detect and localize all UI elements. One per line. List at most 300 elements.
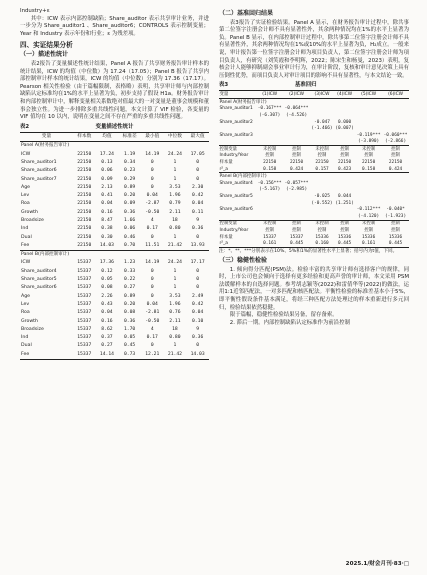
table-row: [20, 167, 209, 175]
table-cell: [355, 193, 382, 200]
table-cell: 21.42: [167, 242, 182, 248]
table-cell: 控制: [265, 228, 275, 234]
table-cell: 22150: [77, 176, 92, 182]
table-cell: [256, 139, 283, 146]
table-cell: 2.11: [169, 318, 181, 324]
table-cell: Share_auditor5: [21, 277, 57, 283]
table-cell: 0: [196, 285, 200, 291]
table-cell: 0.43: [101, 301, 113, 307]
table-cell: 0.04: [146, 193, 158, 199]
table-cell: 17.24: [99, 151, 115, 157]
table-cell: 11.51: [145, 242, 160, 248]
table-cell: (-4.120): [358, 213, 380, 219]
table-cell: 18: [172, 217, 178, 223]
table-cell: Age: [21, 184, 31, 190]
table-cell: Roa: [21, 201, 30, 207]
table-cell: 9: [196, 217, 200, 223]
table-cell: 0.45: [123, 343, 136, 349]
table-row: [219, 166, 409, 173]
table-cell: 14.19: [145, 151, 160, 157]
table-cell: (5)ICW: [355, 91, 382, 99]
table-cell: [310, 187, 334, 194]
table-row: [219, 106, 409, 113]
table-cell: [355, 125, 382, 132]
table-cell: 控制: [340, 153, 349, 159]
table-cell: (-2.985): [285, 187, 308, 193]
table-cell: 9: [196, 326, 200, 332]
table-row: [219, 206, 409, 213]
table-cell: Share_auditor5: [219, 194, 253, 200]
table-cell: Dual: [21, 234, 32, 240]
table-cell: (-1.466): [311, 126, 333, 132]
table-cell: 0.161: [256, 240, 283, 247]
table-cell: 样本量: [219, 234, 233, 240]
table-cell: 样本量: [219, 160, 233, 166]
table-cell: 1.96: [169, 301, 181, 307]
table-row: [219, 112, 409, 119]
table-cell: 1: [173, 176, 177, 182]
table-cell: (6)ICW: [382, 91, 409, 99]
table-cell: -0.112***: [356, 207, 381, 213]
table-cell: Roa: [21, 310, 30, 316]
table-cell: 控制: [265, 153, 275, 159]
table-cell: 22150: [77, 242, 92, 248]
panel-label: Panel A(财务报告审计): [21, 143, 70, 149]
table-cell: 0: [150, 234, 154, 240]
table-cell: 控制: [382, 146, 409, 153]
table-cell: 14.14: [96, 350, 119, 359]
table-cell: 0.36: [191, 226, 204, 232]
table-cell: 0.46: [123, 234, 136, 240]
table-cell: 0.36: [123, 209, 136, 215]
subsection-heading-robustness: （三）稳健性检验: [219, 257, 268, 264]
table-cell: 3.53: [169, 184, 181, 190]
table-cell: 0: [196, 168, 200, 174]
table-cell: Industry/Year: [219, 228, 249, 234]
table-cell: 15337: [73, 350, 96, 359]
table-row: [20, 284, 209, 292]
table-cell: 控制: [391, 228, 400, 234]
table-cell: [355, 112, 382, 119]
table-cell: 0.29: [123, 176, 136, 182]
table-cell: 控制: [391, 153, 400, 159]
table-cell: -0.047: [314, 119, 330, 125]
table-row: [20, 225, 209, 233]
table-cell: (4)ICW: [334, 91, 355, 99]
table-cell: 0.445: [283, 240, 310, 247]
table-cell: [382, 112, 409, 119]
table-cell: 0: [150, 277, 154, 283]
table-row: [219, 220, 409, 227]
table-cell: [219, 200, 256, 207]
table-cell: 2.49: [191, 293, 204, 299]
table-row: [219, 227, 409, 234]
robustness-item-psm-tail: 限于篇幅，稳健性检验结果另备，留存备索。: [229, 312, 338, 319]
table-cell: 未控制: [355, 220, 382, 227]
table-cell: 控制变量: [219, 220, 256, 227]
table-cell: 15336: [337, 234, 352, 240]
table-cell: [355, 119, 382, 126]
table3-caption: [219, 82, 409, 89]
table-cell: [355, 106, 382, 113]
table-cell: 0.445: [334, 240, 355, 247]
table-cell: (-2.866): [384, 139, 407, 145]
table-cell: 控制: [283, 220, 310, 227]
table-cell: [256, 200, 283, 207]
table-cell: 0.06: [123, 226, 136, 232]
table-cell: 0.80: [169, 335, 181, 341]
table-cell: -0.156***: [257, 180, 282, 186]
baseline-paragraph: 表3报告了实证检验结果。Panel A 显示，在财务报告审计过程中，除共事第二位签字注册会计师不具有显著性外，其余两种情况均在1%的水平上显著为负。Panel B 显示，在内部控制审计过程中，除共事第二位签字注册会计师不具有显著性外，其余两种情况均在1%或10%的水平上显著为负，H₂成立。一般来说，审计报告第一位签字注册会计师为项目负责人，第二位签字注册会计师为项目负责人，有研究（刘笑霞和李明辉，2022；陈宋生和杨曼，2023）表明，复核会计人能够抑制副会事业审计行为，在审计阶段，复核和审计意见决策上具有压倒性优势，而项目负责人对审计项目的影响不具有显著性，与本文结论一致。: [219, 19, 409, 79]
table-cell: 控制: [382, 220, 409, 227]
table-row: [20, 317, 209, 325]
table-cell: [334, 187, 355, 194]
table-row: [219, 153, 409, 160]
table-cell: 22150: [315, 160, 329, 166]
table-cell: 0.11: [191, 209, 204, 215]
table-cell: 4: [150, 217, 154, 223]
table-cell: 变量: [20, 132, 73, 141]
table-cell: 22150: [77, 226, 92, 232]
table-cell: 22150: [77, 201, 92, 207]
table-cell: [283, 206, 310, 213]
table-cell: [334, 206, 355, 213]
table-cell: 0.05: [123, 335, 136, 341]
table-cell: [256, 206, 283, 213]
table-row: [219, 125, 409, 132]
table-cell: 控制: [364, 153, 373, 159]
table-cell: 0.12: [101, 268, 113, 274]
table-cell: 15337: [77, 285, 92, 291]
table-cell: 0.044: [337, 194, 352, 200]
table-cell: Share_auditor7: [21, 176, 57, 182]
table-cell: 15337: [77, 335, 92, 341]
table-cell: -0.50: [145, 318, 160, 324]
table-cell: 未控制: [256, 146, 283, 153]
panel-label: Panel A(财务报告审计): [219, 99, 267, 105]
table-cell: [310, 112, 334, 119]
table-cell: 0: [196, 234, 200, 240]
table-row: [219, 146, 409, 153]
table-row: [219, 240, 409, 247]
table-cell: 0.06: [101, 168, 113, 174]
table-cell: 0: [196, 176, 200, 182]
table-cell: 0.27: [123, 285, 136, 291]
table-cell: -0.119***: [356, 132, 381, 138]
table-cell: 控制: [317, 228, 327, 234]
table-cell: 控制: [334, 146, 355, 153]
table-cell: Broadsize: [21, 326, 44, 332]
table-cell: 未控制: [310, 220, 334, 227]
table-cell: 0.30: [101, 234, 113, 240]
table-header-row: [219, 91, 409, 99]
table-cell: Fee: [20, 350, 73, 359]
table3-title: 基准回归: [295, 82, 317, 89]
table-cell: [310, 206, 334, 213]
table-cell: 0.158: [263, 166, 277, 172]
table-cell: 22150: [77, 151, 92, 157]
table-cell: 15337: [289, 234, 304, 240]
table-cell: [219, 112, 256, 119]
panel-label-row: [219, 98, 409, 105]
table-cell: Dual: [21, 343, 32, 349]
table-cell: 标准差: [118, 132, 141, 141]
table-cell: Broadsize: [21, 217, 44, 223]
table-cell: [334, 180, 355, 187]
table-cell: Share_auditor6: [219, 207, 253, 213]
table-cell: 0.423: [337, 166, 352, 172]
table-cell: 22150: [77, 184, 92, 190]
table-row: [20, 233, 209, 241]
table-cell: 2.26: [101, 293, 113, 299]
table-row: [20, 192, 209, 200]
table-row: [20, 217, 209, 225]
table-cell: 0.08: [101, 285, 113, 291]
table-row: [219, 193, 409, 200]
table-cell: 0.73: [118, 350, 141, 359]
table-cell: [310, 213, 334, 220]
table-cell: 均值: [96, 132, 119, 141]
table-cell: [334, 213, 355, 220]
table-row: [20, 242, 209, 251]
table-cell: 15337: [77, 268, 92, 274]
table-cell: [283, 193, 310, 200]
table-cell: 1: [173, 285, 177, 291]
table-cell: 15337: [77, 326, 92, 332]
table-row: [20, 159, 209, 167]
table-cell: [382, 119, 409, 126]
table2-label: 表2: [20, 123, 30, 130]
table-cell: Growth: [21, 209, 38, 215]
panel-label: Panel B(内部控制审计): [20, 250, 209, 259]
table-cell: [283, 119, 310, 126]
table2-title: 变量描述性统计: [95, 123, 134, 130]
table-cell: 0: [150, 268, 154, 274]
table-cell: 0: [150, 343, 154, 349]
table-cell: [334, 106, 355, 113]
table-cell: 0: [150, 293, 154, 299]
model-tail: Industry+ε: [20, 8, 50, 14]
table-cell: 22150: [388, 160, 403, 166]
table-cell: 15337: [77, 318, 92, 324]
table-cell: 0.161: [355, 240, 382, 247]
table-row: [20, 326, 209, 334]
table-cell: 1.66: [123, 217, 136, 223]
table-cell: 2.30: [191, 184, 204, 190]
table-cell: 1.70: [123, 326, 136, 332]
table-row: [219, 213, 409, 220]
table-cell: 22150: [77, 193, 92, 199]
table-cell: 0.37: [101, 335, 113, 341]
table-cell: 0.04: [101, 310, 113, 316]
table2-caption: [20, 124, 209, 131]
table-cell: -0.025: [314, 194, 330, 200]
table-cell: [382, 106, 409, 113]
table-cell: Age: [21, 293, 31, 299]
table-row: [20, 276, 209, 284]
table-cell: r²_a: [219, 240, 256, 247]
table-cell: Industry/Year: [219, 153, 249, 159]
table-cell: 0.89: [123, 184, 136, 190]
panel-label: Panel B(内部控制审计): [219, 173, 409, 180]
table-cell: Share_auditor4: [219, 180, 253, 186]
table-cell: 0.04: [191, 201, 204, 207]
table-cell: Growth: [21, 318, 38, 324]
table-cell: 15337: [77, 310, 92, 316]
table-row: [219, 159, 409, 166]
table-cell: 1: [173, 234, 177, 240]
table-cell: 未控制: [310, 146, 334, 153]
table-cell: 22150: [77, 234, 92, 240]
table-row: [20, 184, 209, 192]
table-cell: -2.87: [145, 201, 160, 207]
subsection-heading-descriptive: （一）描述性统计: [20, 51, 69, 59]
table-cell: 未控制: [256, 220, 283, 227]
table-cell: 15337: [77, 277, 92, 283]
table-cell: (2)ICW: [283, 91, 310, 99]
table-cell: 0.36: [191, 335, 204, 341]
table-cell: 14.03: [99, 242, 115, 248]
table-cell: 15337: [77, 293, 92, 299]
table-cell: Ind: [21, 226, 29, 232]
table-cell: 2.13: [101, 184, 113, 190]
table-cell: [310, 106, 334, 113]
table-row: [219, 187, 409, 194]
table-cell: 0.157: [315, 166, 329, 172]
table-cell: 控制: [283, 146, 310, 153]
table-cell: 18: [172, 326, 178, 332]
table-cell: [382, 193, 409, 200]
table-cell: ICW: [21, 151, 31, 157]
table-cell: Share_auditor3: [219, 132, 253, 138]
table-cell: 0.160: [310, 240, 334, 247]
table-cell: 最小值: [141, 132, 164, 141]
table-cell: (-1.923): [384, 213, 407, 219]
table-row: [20, 259, 209, 267]
table-cell: 0: [150, 159, 154, 165]
table-cell: 0.424: [289, 166, 304, 172]
table-cell: 0.34: [123, 159, 136, 165]
table-cell: [256, 132, 283, 139]
table-cell: 控制: [317, 153, 327, 159]
page-footer: 2025.1/财会月刊·83·□: [345, 561, 409, 567]
table3-label: 表3: [219, 82, 229, 89]
table-cell: [283, 200, 310, 207]
table-row: [20, 301, 209, 309]
table-cell: 15336: [315, 234, 329, 240]
table-cell: 1: [173, 159, 177, 165]
table-cell: -0.060***: [383, 132, 408, 138]
table-cell: 22150: [289, 160, 304, 166]
panel-label-row: [20, 250, 209, 259]
table-cell: 22150: [263, 160, 277, 166]
table-cell: 0.79: [169, 201, 181, 207]
table-cell: 样本数: [73, 132, 96, 141]
table-cell: [382, 200, 409, 207]
table-cell: [283, 125, 310, 132]
table-cell: 22150: [77, 168, 92, 174]
table-cell: [283, 139, 310, 146]
table-cell: -0.040*: [386, 207, 405, 213]
table-cell: (-0.552): [311, 200, 333, 206]
table-cell: 0.424: [388, 166, 403, 172]
table-cell: 24.24: [167, 260, 182, 266]
table-cell: [382, 187, 409, 194]
table-cell: 22150: [77, 209, 92, 215]
table-cell: 0.38: [101, 226, 113, 232]
table-cell: 0.33: [123, 268, 136, 274]
table-cell: Share_auditor2: [219, 119, 253, 125]
table-cell: [355, 180, 382, 187]
table-cell: (-4.526): [285, 112, 308, 118]
table-row: [219, 200, 409, 207]
table-cell: 0.08: [123, 310, 136, 316]
table-cell: 15337: [77, 301, 92, 307]
table-cell: 未控制: [355, 146, 382, 153]
table-cell: [355, 200, 382, 207]
table-cell: 0.16: [101, 209, 113, 215]
table-row: [20, 200, 209, 208]
table-cell: 0.36: [123, 318, 136, 324]
table-cell: Fee: [21, 242, 30, 248]
variable-definition-paragraph: 其中：ICW 表示内部控制缺陷；Share_auditor 表示共享审计业务，并进一步分为 Share_auditor1 、Share_auditor6；CONTROLS 表示控制变量；Year 和 Industry 表示年份和行业；ε 为残差项。: [20, 15, 209, 37]
table-cell: Share_auditor6: [21, 168, 57, 174]
table-cell: [382, 180, 409, 187]
table-cell: 1: [173, 343, 177, 349]
table-cell: 0: [196, 268, 200, 274]
table-cell: [355, 187, 382, 194]
table-cell: 0: [150, 285, 154, 291]
table-cell: [382, 125, 409, 132]
table-cell: 0: [196, 277, 200, 283]
table-cell: 0.09: [101, 176, 113, 182]
table-cell: 17.36: [99, 260, 115, 266]
table-cell: [310, 132, 334, 139]
table-cell: 0.445: [382, 240, 409, 247]
table3-note: 注：*、**、***分别表示在10%、5%和1%的显著性水平上显著；括号内为t值，下同。: [219, 249, 398, 254]
table-row: [219, 139, 409, 146]
table-row: [20, 334, 209, 342]
table-row: [20, 150, 209, 158]
table-cell: Share_auditor4: [21, 268, 57, 274]
table-cell: 0.20: [123, 301, 136, 307]
table-cell: 0.10: [191, 318, 204, 324]
table-cell: 15336: [362, 234, 376, 240]
table-cell: [219, 213, 256, 220]
table-cell: 22150: [77, 159, 92, 165]
table-cell: r²_a: [219, 166, 228, 172]
table-cell: Share_auditor1: [219, 106, 253, 112]
descriptive-paragraph: 表2报告了变量描述性统计结果，Panel A 报告了共享财务报告审计样本的统计结果，ICW 的均值（中位数）为 17.24（17.05）；Panel B 报告了共享内部控制审计样本的统计结果，ICW 的均值（中位数）分别为 17.36（17.17）。Pearson 相关性检验（由于篇幅限制，表格略）表明，共享审计师与内部控制缺陷认定标准均在1%的水平上显著为负，初步支持了假设 H1a。财务报告审计和内部控制审计中，解释变量相关系数绝对值最大的一对变量是董事会规模和董事会独立性。为进一步排除多重共线性问题，本文计算了 VIF 检验，各变量的 VIF 值均在 10 以内，说明在变量之间不存在严重的多重共线性问题。: [20, 60, 209, 121]
table-cell: Ind: [21, 335, 29, 341]
table-cell: (-6.307): [259, 112, 281, 118]
table-row: [20, 267, 209, 275]
robustness-item-lag: 2. 滞后一期。内部控制缺陷认定标准作为前沿控制: [229, 319, 350, 326]
table-cell: 控制: [364, 228, 373, 234]
table-cell: 4: [150, 326, 154, 332]
table-cell: 0.17: [146, 226, 158, 232]
table-cell: 0.04: [146, 301, 158, 307]
table-cell: 1.23: [123, 260, 136, 266]
table-cell: [256, 213, 283, 220]
table-row: [219, 180, 409, 187]
table-row: [219, 119, 409, 126]
table-cell: 0.76: [169, 310, 181, 316]
table-cell: 13.93: [190, 242, 205, 248]
table-cell: 14.19: [145, 260, 160, 266]
table-cell: 0.23: [123, 168, 136, 174]
table-cell: 0: [150, 176, 154, 182]
